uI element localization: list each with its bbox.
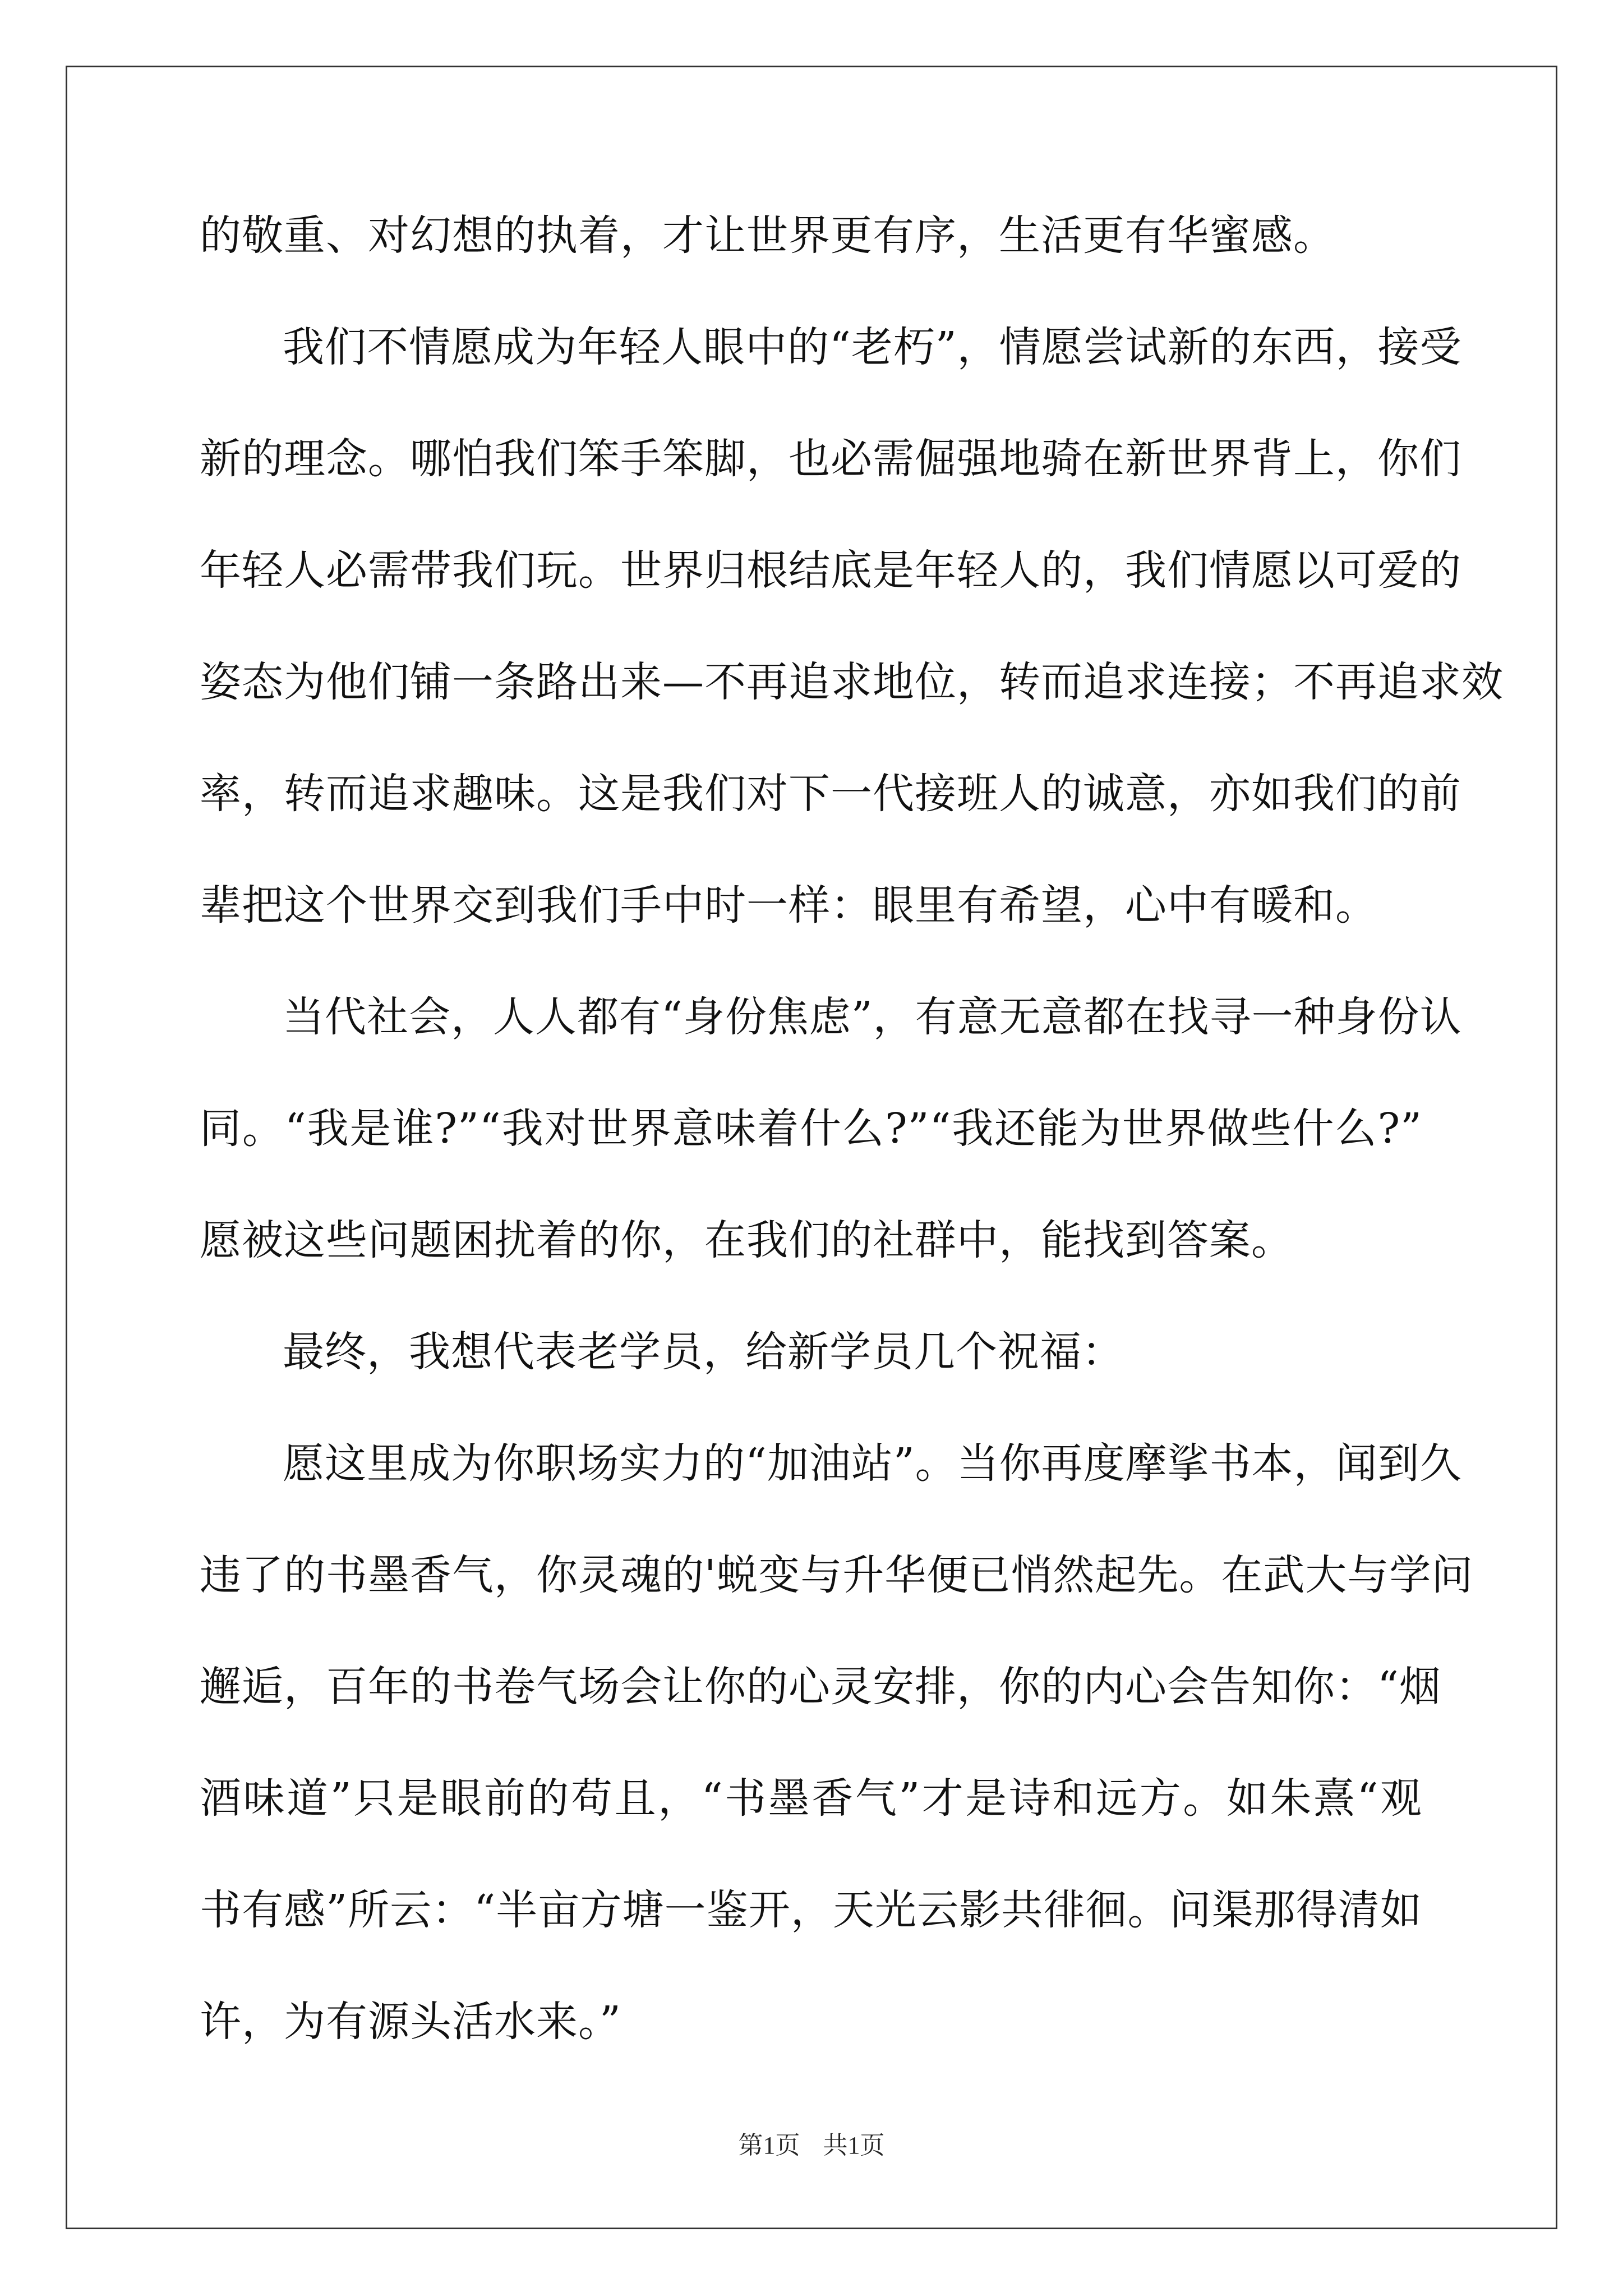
text-line: 酒味道”只是眼前的苟且，“书墨香气”才是诗和远方。如朱熹“观: [200, 1774, 1422, 1823]
text-line: 姿态为他们铺一条路出来—不再追求地位，转而追求连接；不再追求效: [200, 658, 1504, 706]
text-line: 我们不情愿成为年轻人眼中的“老朽”，情愿尝试新的东西，接受: [283, 323, 1462, 371]
text-line: 年轻人必需带我们玩。世界归根结底是年轻人的，我们情愿以可爱的: [200, 546, 1461, 595]
text-line: 当代社会，人人都有“身份焦虑”，有意无意都在找寻一种身份认: [283, 993, 1462, 1041]
text-line: 愿这里成为你职场实力的“加油站”。当你再度摩挲书本，闻到久: [283, 1439, 1462, 1488]
text-line: 的敬重、对幻想的执着，才让世界更有序，生活更有华蜜感。: [200, 211, 1335, 260]
text-line: 愿被这些问题困扰着的你，在我们的社群中，能找到答案。: [200, 1216, 1293, 1264]
text-line: 同。“我是谁?”“我对世界意味着什么?”“我还能为世界做些什么?”: [200, 1105, 1422, 1153]
text-line: 书有感”所云：“半亩方塘一鉴开，天光云影共徘徊。问渠那得清如: [200, 1886, 1422, 1934]
text-line: 违了的书墨香气，你灵魂的'蜕变与升华便已悄然起先。在武大与学问: [200, 1551, 1474, 1599]
text-line: 率，转而追求趣味。这是我们对下一代接班人的诚意，亦如我们的前: [200, 770, 1461, 818]
document-body: [200, 208, 1504, 2105]
text-line: 新的理念。哪怕我们笨手笨脚，也必需倔强地骑在新世界背上，你们: [200, 435, 1461, 483]
page-footer: 第1页 共1页: [738, 2132, 885, 2159]
text-line: 辈把这个世界交到我们手中时一样：眼里有希望，心中有暖和。: [200, 881, 1377, 930]
text-line: 许，为有源头活水来。”: [200, 1998, 621, 2046]
text-line: 最终，我想代表老学员，给新学员几个祝福：: [283, 1328, 1124, 1376]
text-line: 邂逅，百年的书卷气场会让你的心灵安排，你的内心会告知你：“烟: [200, 1663, 1441, 1711]
